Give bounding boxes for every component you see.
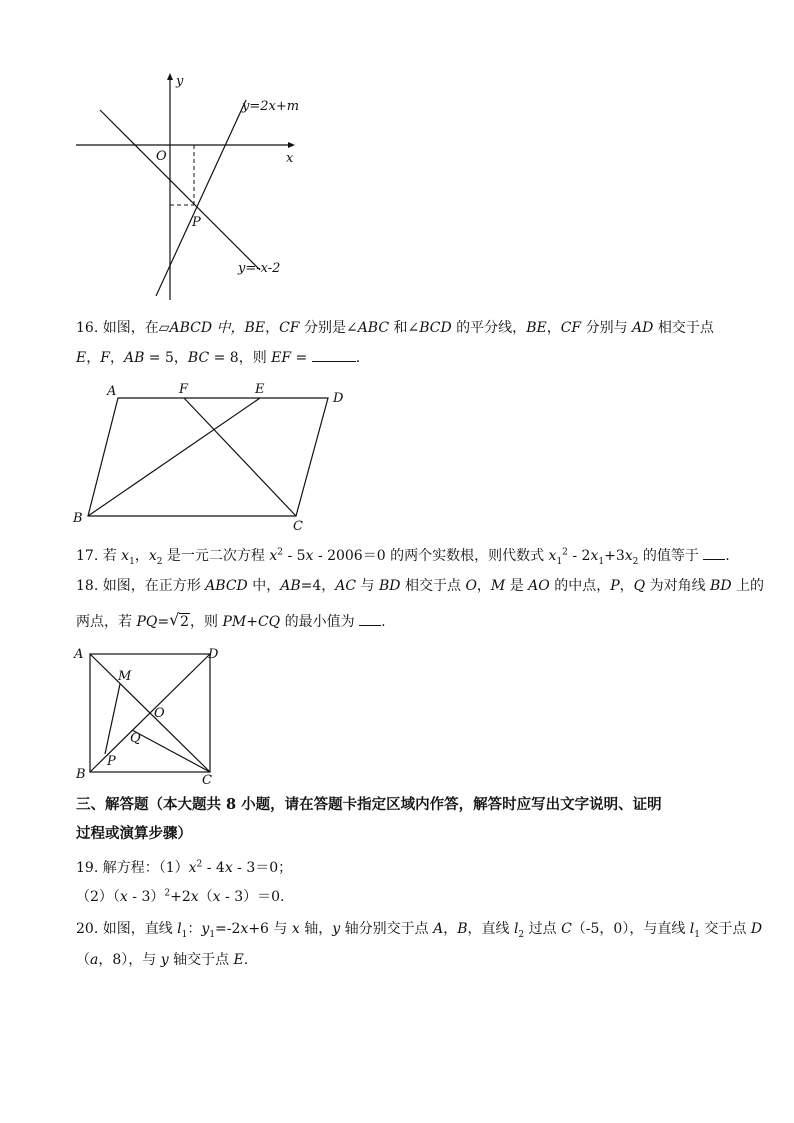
y-axis-arrow xyxy=(167,73,173,80)
q19-line2: （2）（x - 3）$^2$+2x（x - 3）＝0. xyxy=(76,888,285,905)
answer-blank xyxy=(703,547,725,560)
label-f: F xyxy=(179,382,189,397)
q18-line1: 18. 如图，在正方形 ABCD 中，AB=4，AC 与 BD 相交于点 O，M 是 AO 的中点，P，Q 为对角线 BD 上的 xyxy=(76,578,764,594)
label-o: O xyxy=(154,706,165,721)
label-q: Q xyxy=(130,731,141,746)
answer-blank xyxy=(359,613,381,626)
q20-line1: 20. 如图，直线 $l_1$：$y_1=-2x+6$ 与 x 轴，y 轴分别交于点 A，B，直线 $l_2$ 过点 C（-5，0），与直线 $l_1$ 交于点 D xyxy=(76,921,763,940)
segment-cq xyxy=(132,730,210,772)
q18-line2: 两点，若 PQ=√ 2，则 PM+CQ 的最小值为 . xyxy=(76,612,736,632)
q19-line1: 19. 解方程：$(1)x^2 - 4x - 3=0$； xyxy=(76,859,293,876)
label-m: M xyxy=(118,669,132,684)
line2-label: y=-x-2 xyxy=(238,261,281,276)
x-axis-label: x xyxy=(286,151,294,166)
label-b: B xyxy=(76,767,86,782)
q17-line: 17. 若 $x_1$，$x_2$ 是一元二次方程 $x^2 - 5x - 2006=0$ 的两个实数根，则代数式 $x_1^2 - 2x_1+3x_2$ 的值等于 . xyxy=(76,547,730,567)
line-y-neg-x-2 xyxy=(100,110,260,270)
parallelogram-figure xyxy=(70,380,360,535)
label-e: E xyxy=(255,382,265,397)
label-b: B xyxy=(73,511,83,526)
q16-line1: 16. 如图，在▱ABCD 中，BE，CF 分别是∠ABC 和∠BCD 的平分线，BE，CF 分别与 AD 相交于点 xyxy=(76,320,714,336)
q16-line2: E，F，AB = 5，BC = 8，则 EF = . xyxy=(76,350,361,366)
segment-mp xyxy=(105,684,120,754)
q20-line2: （a，8），与 y 轴交于点 E. xyxy=(76,952,249,968)
label-c: C xyxy=(202,773,212,788)
label-a: A xyxy=(107,384,117,399)
section3-heading-line1: 三、解答题（本大题共 8 小题，请在答题卡指定区域内作答，解答时应写出文字说明、证明 xyxy=(76,796,662,813)
origin-label: O xyxy=(156,149,167,164)
sqrt-symbol: √ 2 xyxy=(169,612,190,632)
parallelogram-abcd xyxy=(88,398,328,516)
square-figure xyxy=(70,642,230,792)
label-a: A xyxy=(74,647,84,662)
label-p: P xyxy=(107,754,116,769)
line1-label: y=2x+m xyxy=(242,99,300,114)
section3-heading-line2: 过程或演算步骤） xyxy=(76,825,192,842)
parallelogram-symbol: ▱ xyxy=(158,320,170,336)
label-d: D xyxy=(333,391,344,406)
answer-blank xyxy=(312,349,356,362)
segment-cf xyxy=(184,398,296,516)
x-axis-arrow xyxy=(288,142,295,148)
y-axis-label: y xyxy=(176,74,184,89)
label-c: C xyxy=(293,519,303,534)
point-p-label: P xyxy=(192,215,201,230)
coordinate-graph-figure xyxy=(70,70,310,305)
label-d: D xyxy=(208,647,219,662)
